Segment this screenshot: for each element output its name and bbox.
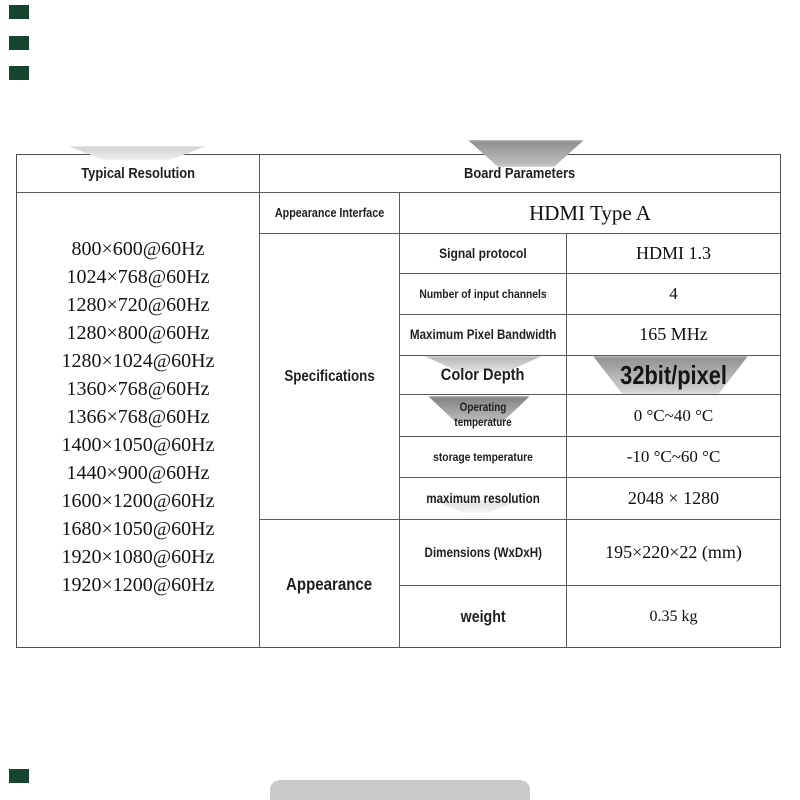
spec-row-operating-temperature [400, 395, 780, 437]
resolution-item: 1360×768@60Hz [66, 378, 210, 400]
spec-value-cell [567, 586, 780, 648]
spec-label-cell [400, 234, 567, 273]
spec-label-cell [400, 437, 567, 477]
resolution-item: 1366×768@60Hz [66, 406, 210, 428]
spec-value: 0.35 kg [649, 608, 698, 625]
resolution-item: 1440×900@60Hz [66, 462, 210, 484]
spec-label: Number of input channels [419, 286, 547, 301]
spec-row-pixel-bandwidth [400, 315, 780, 356]
spec-row-dimensions [400, 520, 780, 586]
row-appearance-interface [260, 193, 780, 234]
spec-value: -10 °C~60 °C [626, 447, 721, 467]
spec-label-cell [400, 395, 567, 436]
green-corner-mark [9, 5, 29, 19]
board-parameters-section [260, 193, 780, 648]
green-corner-mark [9, 66, 29, 80]
spec-label: maximum resolution [426, 491, 540, 507]
appearance-group-label: Appearance [286, 573, 373, 594]
green-corner-mark [9, 36, 29, 50]
spec-label-cell [400, 520, 567, 585]
spec-value: 2048 × 1280 [627, 488, 720, 509]
spec-row-signal-protocol [400, 234, 780, 274]
spec-label: storage temperature [433, 450, 533, 465]
spec-row-storage-temperature [400, 437, 780, 478]
resolution-item: 1920×1080@60Hz [61, 546, 215, 568]
appearance-rows [400, 520, 780, 648]
appearance-interface-value: HDMI Type A [529, 200, 651, 225]
bottom-bar [270, 780, 530, 800]
table-body [17, 193, 780, 648]
resolution-item: 1600×1200@60Hz [61, 490, 215, 512]
spec-row-weight [400, 586, 780, 648]
spec-value: 32bit/pixel [620, 359, 727, 390]
resolution-list [17, 193, 260, 648]
spec-label-cell [400, 315, 567, 355]
appearance-group [260, 520, 780, 648]
spec-value-cell [567, 437, 780, 477]
specifications-label-cell [260, 234, 400, 519]
appearance-interface-value-cell [400, 193, 780, 233]
spec-value: HDMI 1.3 [636, 242, 711, 263]
appearance-interface-label-cell [260, 193, 400, 233]
resolution-item: 1280×800@60Hz [66, 322, 210, 344]
appearance-label-cell [260, 520, 400, 648]
resolution-item: 1280×720@60Hz [66, 294, 210, 316]
resolution-item: 1280×1024@60Hz [61, 350, 215, 372]
typical-resolution-title: Typical Resolution [81, 165, 195, 182]
spec-label: Signal protocol [439, 245, 527, 262]
spec-value-cell [567, 478, 780, 519]
spec-value-cell [567, 234, 780, 273]
spec-row-input-channels [400, 274, 780, 315]
spec-label-cell [400, 586, 567, 648]
board-parameters-title: Board Parameters [464, 165, 576, 182]
spec-value-cell [567, 274, 780, 314]
spec-value: 165 MHz [639, 324, 708, 345]
spec-label-cell [400, 274, 567, 314]
spec-value: 4 [669, 283, 678, 303]
resolution-item: 1680×1050@60Hz [61, 518, 215, 540]
spec-label: Dimensions (WxDxH) [424, 545, 542, 560]
spec-value-cell [567, 315, 780, 355]
spec-value: 0 °C~40 °C [633, 405, 714, 425]
header-typical-resolution [17, 155, 260, 192]
resolution-item: 1920×1200@60Hz [61, 574, 215, 596]
specifications-group [260, 234, 780, 520]
specifications-rows [400, 234, 780, 519]
spec-value-cell [567, 395, 780, 436]
spec-value-cell [567, 520, 780, 585]
resolution-item: 1400×1050@60Hz [61, 434, 215, 456]
spec-table [16, 154, 781, 648]
spec-label: Color Depth [441, 365, 525, 384]
specifications-group-label: Specifications [284, 367, 375, 385]
table-header-row [17, 155, 780, 193]
appearance-interface-label: Appearance Interface [274, 206, 385, 220]
spec-row-maximum-resolution [400, 478, 780, 519]
resolution-item: 800×600@60Hz [71, 238, 205, 260]
spec-value: 195×220×22 (mm) [605, 542, 742, 562]
resolution-item: 1024×768@60Hz [66, 266, 210, 288]
spec-label: weight [460, 607, 506, 626]
spec-label: Maximum Pixel Bandwidth [409, 327, 557, 343]
green-corner-mark [9, 769, 29, 783]
spec-label: Operating temperature [454, 402, 512, 429]
